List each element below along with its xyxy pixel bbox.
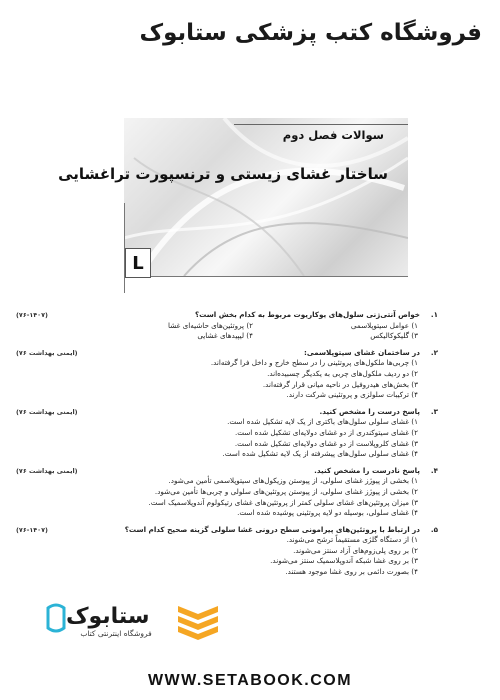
- question-item: [16, 406, 438, 460]
- option: ۳) بخش‌های هیدروفیل در ناحیه میانی قرار گرفته‌اند.: [262, 379, 418, 389]
- option: ۱) عوامل سیتوپلاسمی: [350, 320, 418, 330]
- question-number: ۴.: [430, 465, 438, 475]
- setabook-logo: [28, 600, 218, 640]
- question-text: پاسخ درست را مشخص کنید.: [319, 406, 420, 416]
- question-number: ۱.: [430, 310, 438, 319]
- website-url: WWW.SETABOOK.COM: [147, 672, 353, 689]
- question-number: ۵.: [430, 524, 438, 534]
- option: ۲) دو ردیف ملکول‌های چربی به یکدیگر چسبیده‌اند.: [267, 368, 418, 378]
- banner-top-rule: [234, 124, 408, 125]
- question-source: (ایمنی بهداشت ۷۶): [16, 407, 78, 416]
- logo-tagline: فروشگاه اینترنتی کتاب: [80, 629, 152, 638]
- option: ۱) غشای سلولی سلول‌های باکتری از یک لایه تشکیل شده است.: [227, 417, 418, 427]
- question-item: [16, 310, 438, 342]
- option: ۲) بخشی از پیوژز غشای سلولی، از پیوستن پروتئین‌های سلولی و چربی‌ها تأمین می‌شود.: [154, 486, 418, 496]
- option: ۱) از دستگاه گلژی مستقیماً ترشح می‌شوند.: [286, 535, 418, 545]
- question-source: (ایمنی بهداشت ۷۶): [16, 348, 78, 357]
- logo-accent-icon: [46, 600, 66, 636]
- question-text: خواص آنتی‌ژنی سلول‌های یوکاریوت مربوط به کدام بخش است؟: [194, 310, 420, 319]
- question-number: ۳.: [430, 406, 438, 416]
- option: ۳) غشای کلروپلاست از دو غشای دولایه‌ای تشکیل شده است.: [234, 438, 418, 448]
- option: ۳) بر روی غشا شبکه آندوپلاسمیک سنتز می‌شوند.: [270, 556, 418, 566]
- option: ۴) غشای سلولی سلول‌های پیشرفته از یک لایه تشکیل شده است.: [222, 449, 418, 459]
- question-source: (ایمنی بهداشت ۷۶): [16, 466, 78, 475]
- logo-name: ستابوک: [66, 604, 150, 629]
- chapter-letter-box: L: [125, 248, 151, 278]
- option: ۲) بر روی پلی‌زوم‌های آزاد سنتز می‌شوند.: [293, 545, 418, 555]
- question-text: در ارتباط با پروتئین‌های پیرامونی سطح درونی غشا سلولی گزینه صحیح کدام است؟: [124, 524, 420, 534]
- question-number: ۲.: [430, 347, 438, 357]
- option: ۳) میزان پروتئین‌های غشای سلولی کمتر از پروتئین‌های غشای رتیکولوم آندوپلاسمیک است.: [148, 497, 418, 507]
- question-text: در ساختمان غشای سیتوپلاسمی:: [303, 347, 420, 357]
- option: ۲) غشای سیتوکندری از دو غشای دولایه‌ای تشکیل شده است.: [234, 427, 418, 437]
- option: ۲) پروتئین‌های حاشیه‌ای غشا: [167, 320, 253, 330]
- option: ۴) غشای سلولی، بوسیله دو لایه پروتئینی پوشیده شده است.: [237, 508, 418, 518]
- question-item: [16, 524, 438, 578]
- option: ۴) ترکیبات سلولزی و پروتئینی شرکت دارند.: [286, 390, 418, 400]
- option: ۱) بخشی از پیوژز غشای سلولی، از پیوستن وزیکول‌های سیتوپلاسمی تأمین می‌شود.: [168, 476, 418, 486]
- option: ۴) بصورت دائمی بر روی غشا موجود هستند.: [285, 567, 418, 577]
- chapter-title: ساختار غشای زیستی و ترنسپورت تراغشایی: [58, 165, 388, 183]
- question-list: [16, 310, 438, 584]
- store-title: فروشگاه کتب پزشکی ستابوک: [139, 20, 482, 46]
- question-item: [16, 347, 438, 401]
- question-item: [16, 465, 438, 519]
- question-source: (۷۶-۱۴۰۷): [16, 525, 48, 534]
- option: ۴) لیپیدهای غشایی: [197, 331, 253, 341]
- option: ۱) چربی‌ها ملکول‌های پروتئینی را در سطح خارج و داخل فرا گرفته‌اند.: [210, 358, 418, 368]
- question-text: پاسخ نادرست را مشخص کنید.: [314, 465, 420, 475]
- option: ۳) گلیکوکالیکس: [370, 331, 418, 341]
- logo-book-icon: [176, 600, 220, 640]
- banner-bottom-rule: [140, 276, 408, 277]
- chapter-label: سوالات فصل دوم: [282, 128, 384, 142]
- question-source: (۷۶-۱۴۰۷): [16, 311, 48, 319]
